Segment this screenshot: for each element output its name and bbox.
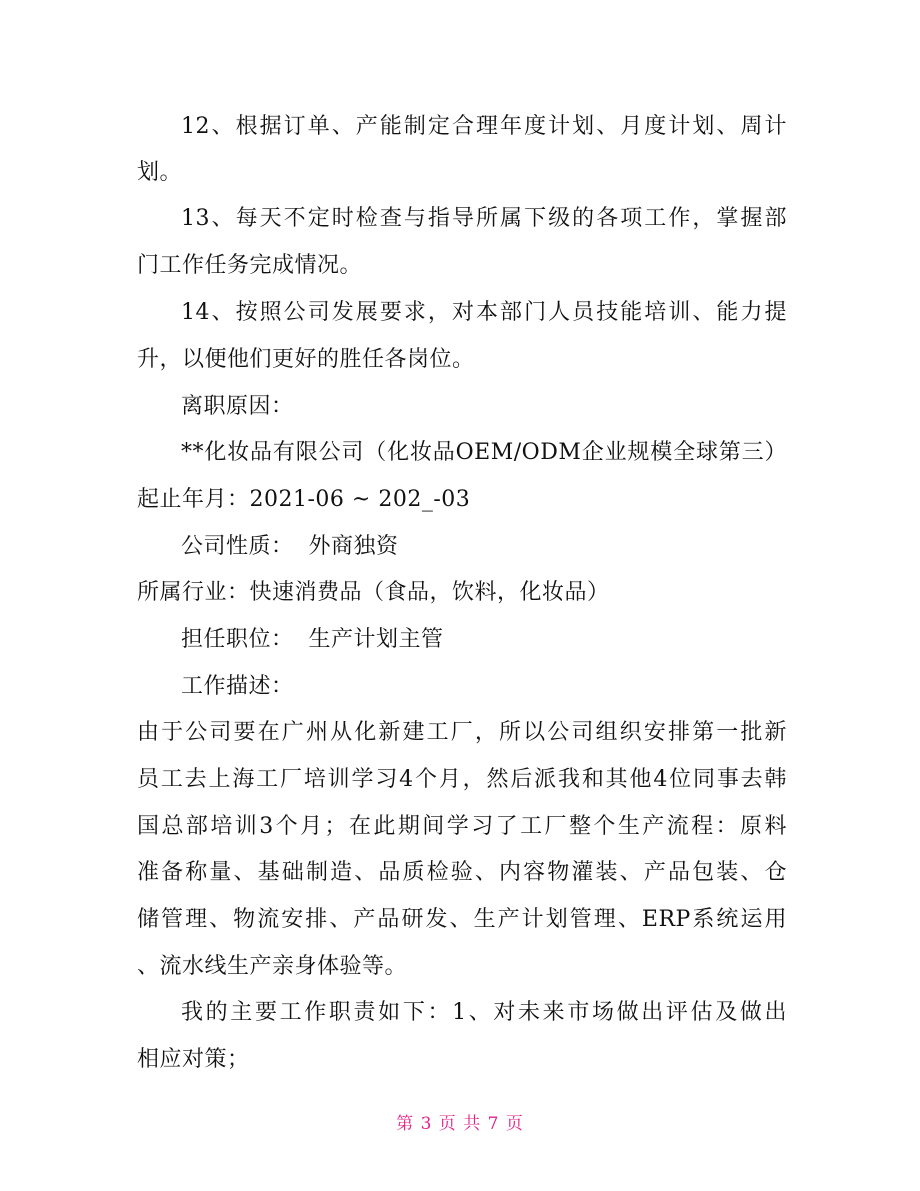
text-line: 员工去上海工厂培训学习4个月，然后派我和其他4位同事去韩 xyxy=(137,767,787,792)
text-line: 起止年月：2021-06 ~ 202_-03 xyxy=(137,487,471,512)
text-line: 我的主要工作职责如下：1、对未来市场做出评估及做出 xyxy=(181,1000,787,1025)
text-line: 划。 xyxy=(137,160,183,185)
text-line: 门工作任务完成情况。 xyxy=(137,253,363,278)
text-line: 离职原因： xyxy=(181,394,294,419)
text-line: 准备称量、基础制造、品质检验、内容物灌装、产品包装、仓 xyxy=(137,860,787,885)
text-line: 升，以便他们更好的胜任各岗位。 xyxy=(137,347,475,372)
text-line: **化妆品有限公司（化妆品OEM/ODM企业规模全球第三） xyxy=(181,440,787,465)
text-line: 13、每天不定时检查与指导所属下级的各项工作，掌握部 xyxy=(181,206,787,231)
text-line: 12、根据订单、产能制定合理年度计划、月度计划、周计 xyxy=(181,114,787,139)
text-line: 14、按照公司发展要求，对本部门人员技能培训、能力提 xyxy=(181,300,787,325)
page-number-footer: 第 3 页 共 7 页 xyxy=(396,1114,524,1134)
text-line: 工作描述： xyxy=(181,674,294,699)
text-line: 相应对策； xyxy=(137,1047,250,1072)
text-line: 、流水线生产亲身体验等。 xyxy=(137,954,408,979)
text-line: 担任职位： 生产计划主管 xyxy=(181,627,444,652)
text-line: 国总部培训3个月；在此期间学习了工厂整个生产流程：原料 xyxy=(137,814,787,839)
text-line: 储管理、物流安排、产品研发、生产计划管理、ERP系统运用 xyxy=(137,907,787,932)
text-line: 由于公司要在广州从化新建工厂，所以公司组织安排第一批新 xyxy=(137,720,787,745)
text-line: 所属行业：快速消费品（食品，饮料，化妆品） xyxy=(137,580,610,605)
text-line: 公司性质： 外商独资 xyxy=(181,534,399,559)
